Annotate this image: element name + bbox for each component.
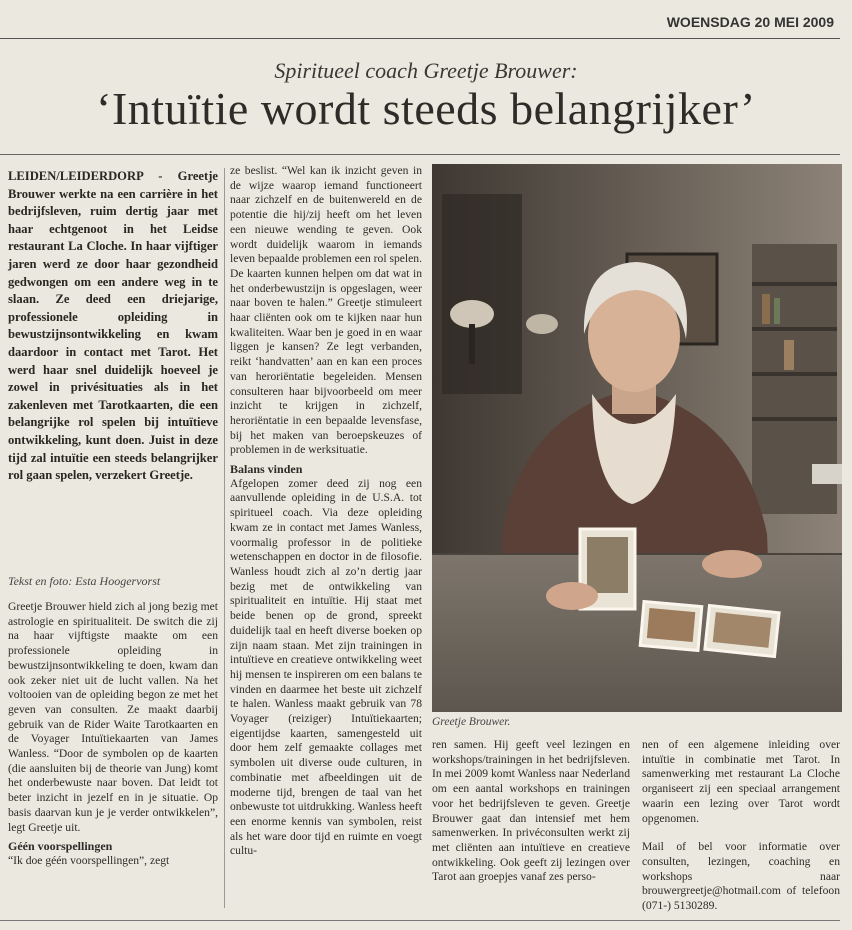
column-1-tail: “Ik doe géén voorspellingen”, zegt [8,853,170,867]
column-3 [432,738,630,885]
contact-info: Mail of bel voor informatie over consulten, lezingen, coaching en workshops naar brouwergreetje@hotmail.com of telefoon (071-) 5130289. [642,840,840,913]
headline-rule [0,154,840,155]
intro-text: LEIDEN/LEIDERDORP - Greetje Brouwer werkte na een carrière in het bedrijfsleven, ruim dertig jaar met haar echtgenoot in het Leidse restaurant La Cloche. In haar vijftiger jaren werd ze door haar gezondheid gedwongen om een andere weg in te slaan. Ze deed een driejarige, professionele opleiding in bewustzijnsontwikkeling en kwam daardoor in contact met Tarot. Het werd haar snel duidelijk hoeveel je zowel in privésituaties als in het zakenleven met Tarotkaarten, die een belangrijke rol spelen bij intuïtieve ontwikkeling, kunt doen. Juist in deze tijd zal intuïtie een steeds belangrijker rol gaan spelen, verzekert Greetje. [8,169,218,483]
column-divider [224,168,225,908]
portrait-photo [432,164,842,712]
column-4 [642,738,840,914]
column-4-body: nen of een algemene inleiding over intuïtie in combinatie met Tarot. In samenwerking met restaurant La Cloche organiseert zij een speciaal arrangement waarin een lezing over Tarot wordt opgenomen. [642,738,840,825]
author-credit: Tekst en foto: Esta Hoogervorst [8,574,161,588]
photo-caption: Greetje Brouwer. [432,716,511,728]
intro-paragraph [8,168,218,485]
column-1 [8,600,218,869]
issue-date: WOENSDAG 20 MEI 2009 [666,14,834,30]
column-3-body: ren samen. Hij geeft veel lezingen en workshops/trainingen in het bedrijfsleven. In mei 2009 komt Wanless naar Nederland om een aantal workshops en trainingen voor het bedrijfsleven te geven. Greetje Brouwer gaat dan intensief met hem samenwerken. In privéconsulten werkt zij met cliënten aan intuïtieve en creatieve ontwikkeling. Ook geeft zij lezingen over Tarot aan groepjes vanaf zes perso- [432,738,630,884]
subhead-geen-voorspellingen: Géén voorspellingen [8,839,113,854]
column-2 [230,164,422,859]
column-2-tail: Afgelopen zomer deed zij nog een aanvullende opleiding in de U.S.A. tot spiritueel coach. Via deze opleiding kwam ze in contact met James Wanless, voormalig professor in de politieke wetenschappen en doctor in de filosofie. Wanless houdt zich al zo’n dertig jaar bezig met de ontwikkeling van spiritualiteit en intuïtie. Hij staat met beide benen op de grond, spreekt duidelijk taal en heeft diverse boeken op zijn naam staan. Met zijn trainingen in intuïtieve en creatieve ontwikkeling weet hij mensen te inspireren om een balans te vinden en daarmee het beste uit zichzelf te halen. Wanless maakt gebruik van 78 Voyager (reiziger) Intuïtiekaarten; eigentijdse kaarten, samengesteld uit door hem zelf gemaakte collages met symbolen uit diverse oude culturen, in combinatie met afbeeldingen uit de moderne tijd, brengen de taal van het onbewuste tot uitdrukking. Wanless heeft een enorme kennis van symbolen, reist als het ware door tijd en ruimte en voegt cultu- [230,476,422,858]
headline: ‘Intuïtie wordt steeds belangrijker’ [96,83,756,134]
portrait-illustration [432,164,842,712]
bottom-rule [0,920,840,921]
top-rule [0,38,840,39]
column-1-body: Greetje Brouwer hield zich al jong bezig met astrologie en spiritualiteit. De switch die zij na haar vijftigste maakte om een professionele opleiding in bewustzijnsontwikkeling te doen, kwam dan ook zeker niet uit de lucht vallen. Na het voltooien van de opleiding begon ze met het geven van consulten. Ze maakt daarbij gebruik van de Rider Waite Tarotkaarten en de Voyager Intuïtiekaarten van James Wanless. “Door de symbolen op de kaarten (die aansluiten bij de theorie van Jung) komt het onderbewuste naar boven. Dat leidt tot beter inzicht in jezelf en in je situatie. Op basis daarvan kun je je verder ontwikkelen”, legt Greetje uit. [8,600,218,834]
kicker: Spiritueel coach Greetje Brouwer: [274,58,578,83]
column-2-body: ze beslist. “Wel kan ik inzicht geven in de wijze waarop iemand functioneert naar zichzelf en de buitenwereld en de potentie die hij/zij heeft om het leven een nieuwe wending te geven. Ook wordt duidelijk waarom in iemands leven bepaalde problemen een rol spelen. De kaarten kunnen helpen om dat wat in het onderbewustzijn is opgeslagen, weer naar boven te halen.” Greetje stimuleert haar cliënten ook om te kijken naar hun kwaliteiten. Waar ben je goed in en waar liggen je kansen? Ze legt verbanden, reikt ‘handvatten’ aan en kan een proces van heroriëntatie begeleiden. Mensen consulteren haar bijvoorbeeld om meer inzicht te krijgen in zichzelf, heroriëntatie in een bepaalde levensfase, bij het maken van beroepskeuzes of problemen in de werksituatie. [230,164,422,457]
subhead-balans-vinden: Balans vinden [230,462,303,477]
